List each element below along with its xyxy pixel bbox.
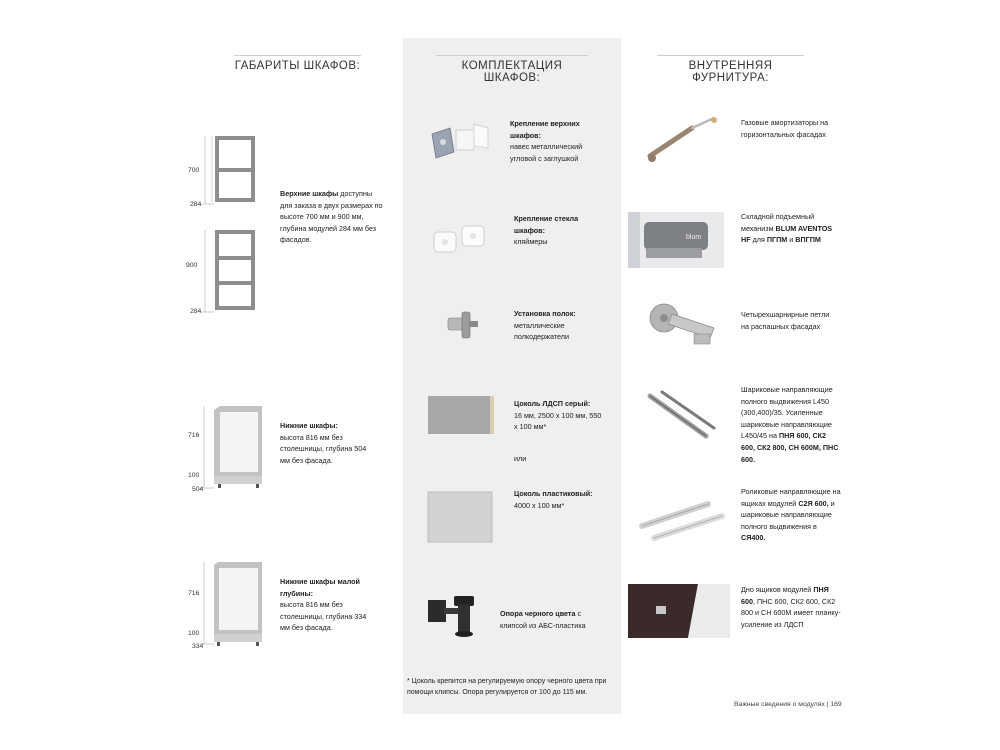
upper-700-depth-label: 284 — [190, 201, 202, 208]
plinth-footnote: * Цоколь крепится на регулируемую опору черного цвета при помощи клипсы. Опора регулируется от 100 до 115 мм. — [407, 678, 607, 696]
lower-cabinets-description: Нижние шкафы: высота 816 мм без столешницы, глубина 504 мм без фасада. — [280, 421, 367, 465]
roller-slides-image — [636, 500, 728, 545]
upper-700-height-label: 700 — [188, 167, 200, 174]
dimensions-header: ГАБАРИТЫ ШКАФОВ: — [234, 55, 361, 72]
ball-slides-image — [644, 388, 724, 448]
support-leg-image — [426, 590, 492, 640]
hinges-description: Четырехшарнирные петли на распашных фасадах — [741, 310, 830, 331]
shallow-height-label: 716 — [188, 590, 200, 597]
upper-cabinet-700-drawing — [200, 134, 260, 209]
shallow-cabinet-drawing — [198, 562, 268, 654]
shelf-support-image — [444, 308, 484, 344]
equipment-header: КОМПЛЕКТАЦИЯ ШКАФОВ: — [436, 55, 588, 84]
or-label: или — [514, 454, 527, 463]
gas-strut-description: Газовые амортизаторы на горизонтальных фасадах — [741, 118, 829, 139]
support-description: Опора черного цвета с клипсой из АБС-пластика — [500, 609, 586, 630]
lower-leg-label: 100 — [188, 472, 200, 479]
shelf-description: Установка полок: металлические полкодержатели — [514, 309, 576, 342]
aventos-mechanism-image — [628, 212, 726, 270]
plastic-plinth-image — [426, 490, 496, 546]
glass-mount-description: Крепление стекла шкафов: кляймеры — [514, 214, 579, 247]
drawer-bottom-description: Дно ящиков модулей ПНЯ 600, ПНС 600, СК2 600, СК2 800 и СН 600М имеет планку-усиление из ЛДСП — [741, 585, 841, 629]
ldsp-plinth-description: Цоколь ЛДСП серый: 16 мм, 2500 х 100 мм, 550 х 100 мм* — [514, 399, 602, 432]
shallow-cabinets-description: Нижние шкафы малой глубины: высота 816 мм без столешницы, глубина 334 мм без фасада. — [280, 577, 367, 633]
shallow-leg-label: 100 — [188, 630, 200, 637]
page-footer: Важные сведения о модулях | 169 — [734, 701, 842, 708]
ball-slides-description: Шариковые направляющие полного выдвижения L450 (300,400)/35. Усиленные шариковые направляющие L450/45 на ПНЯ 600, СК2 600, СК2 800, СН 600М, ПНС 600. — [741, 385, 839, 464]
upper-cabinets-description: Верхние шкафы доступны для заказа в двух размерах по высоте 700 мм и 900 мм, глубина модулей 284 мм без фасадов. — [280, 189, 383, 245]
upper-mount-description: Крепление верхних шкафов: навес металлический угловой с заглушкой — [510, 119, 583, 163]
hinge-image — [644, 290, 724, 355]
glass-clips-image — [430, 222, 490, 262]
ldsp-plinth-image — [426, 394, 496, 438]
lower-depth-label: 504 — [192, 486, 204, 493]
hardware-header: ВНУТРЕННЯЯ ФУРНИТУРА: — [657, 55, 804, 84]
shallow-depth-label: 334 — [192, 643, 204, 650]
upper-mount-bracket-image — [428, 120, 493, 165]
lower-height-label: 716 — [188, 432, 200, 439]
plastic-plinth-description: Цоколь пластиковый: 4000 х 100 мм* — [514, 489, 593, 510]
drawer-bottom-image — [628, 584, 732, 640]
upper-900-height-label: 900 — [186, 262, 198, 269]
upper-cabinet-900-drawing — [200, 228, 260, 318]
aventos-description: Складной подъемный механизм BLUM AVENTOS HF для ПГПМ и ВПГПМ — [741, 212, 833, 245]
lower-cabinet-drawing — [198, 406, 268, 496]
upper-900-depth-label: 284 — [190, 308, 202, 315]
aventos-brand-label: blum — [686, 234, 702, 241]
roller-slides-description: Роликовые направляющие на ящиках модулей С2Я 600, и шариковые направляющие полного выдвижения в СЯ400. — [741, 487, 841, 543]
gas-strut-image — [640, 112, 725, 167]
